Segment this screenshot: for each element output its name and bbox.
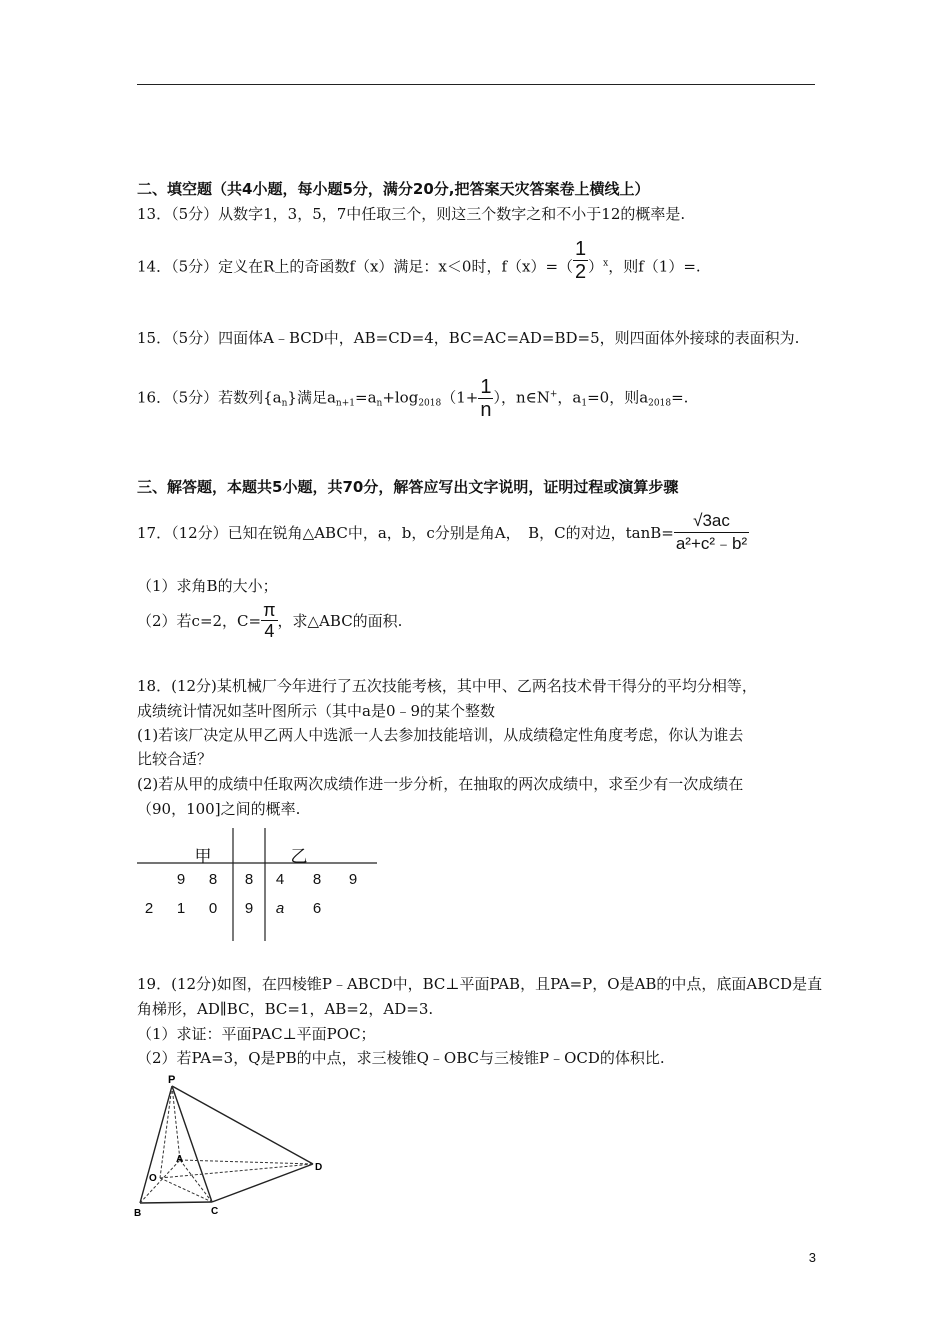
question-18-line-3: (1)若该厂决定从甲乙两人中选派一人去参加技能培训，从成绩稳定性角度考虑，你认为谁去 [137,726,744,744]
edge-pb [140,1086,172,1203]
question-14: 14．（5分）定义在R上的奇函数f（x）满足：x＜0时，f（x）=（ $\frac{1}{2}$ ）$^x$，则f（1）=. [137,238,701,283]
page-number: 3 [808,1250,816,1265]
leaf-left-r1-c2: 8 [208,871,218,888]
question-18-line-4: 比较合适？ [137,750,213,768]
question-19-line-1: 19．(12分)如图，在四棱锥P﹣ABCD中，BC⊥平面PAB，且PA=P，O是AB的中点，底面ABCD是直 [137,975,823,993]
label-o: O [149,1173,157,1184]
stem-r1: 8 [244,871,254,888]
label-b: B [134,1208,142,1219]
question-13: 13．（5分）从数字1，3，5，7中任取三个，则这三个数字之和不小于12的概率是. [137,205,686,223]
edge-bc [140,1202,212,1203]
question-18-line-2: 成绩统计情况如茎叶图所示（其中a是0﹣9的某个整数 [137,702,496,720]
leaf-left-r2-c3: 0 [208,900,218,917]
pyramid-solid-edges [140,1086,313,1203]
question-15: 15．（5分）四面体A﹣BCD中，AB=CD=4，BC=AC=AD=BD=5，则四面体外接球的表面积为. [137,329,800,347]
question-17-part-2: （2）若c=2，C= $\frac{\pi}{4}$ ，求△ABC的面积. [137,600,403,641]
q17-tanb-fraction: $\frac{√3ac}{\text{a²+c²﹣b²}}$ [675,511,748,553]
edge-cd [212,1164,313,1202]
leaf-right-r1-c2: 8 [312,871,322,888]
question-17-part-1: （1）求角B的大小； [137,577,278,595]
section-title-solutions: 三、解答题，本题共5小题，共70分，解答应写出文字说明，证明过程或演算步骤 [137,478,679,496]
edge-od [160,1164,313,1178]
header-rule [137,84,815,85]
leaf-left-r2-c2: 1 [176,900,186,917]
edge-ac [180,1160,212,1202]
label-a: A [176,1154,184,1165]
question-17: 17．（12分）已知在锐角△ABC中，a，b，c分别是角A， B，C的对边，tanB= $\frac{√3ac}{\text{a²+c²﹣b²}}$ [137,511,748,553]
q17-angle-fraction: $\frac{\pi}{4}$ [263,600,276,641]
pyramid-figure [130,1070,330,1220]
question-18-line-5: (2)若从甲的成绩中任取两次成绩作进一步分析，在抽取的两次成绩中，求至少有一次成绩在 [137,775,744,793]
edge-pd [172,1086,313,1164]
question-19-line-4: （2）若PA=3，Q是PB的中点，求三棱锥Q﹣OBC与三棱锥P﹣OCD的体积比. [137,1049,665,1067]
label-c: C [211,1206,219,1217]
edge-oc [160,1178,212,1202]
q16-fraction: $\frac{1}{n}$ [480,376,492,421]
leaf-right-r1-c1: 4 [275,871,285,888]
stem-leaf-right-header: 乙 [290,847,308,866]
question-19-line-3: （1）求证：平面PAC⊥平面POC； [137,1025,376,1043]
question-18-line-1: 18．(12分)某机械厂今年进行了五次技能考核，其中甲、乙两名技术骨干得分的平均分相等， [137,677,757,695]
section-title-fill-in: 二、填空题（共4小题，每小题5分，满分20分,把答案天灾答案卷上横线上） [137,180,650,198]
leaf-right-r1-c3: 9 [348,871,358,888]
edge-pc [172,1086,212,1202]
question-16: 16．（5分）若数列$\{a_n\}$满足$a_{n+1}=a_n+\log_{2018}(1+$ $\frac{1}{n}$ ），n∈N+，$a_1=0$，则$a_{2018}=$. [137,376,689,421]
leaf-right-r2-c2: 6 [312,900,322,917]
q14-fraction: $\frac{1}{2}$ [575,238,587,283]
question-19-line-2: 角梯形，AD∥BC，BC=1，AB=2，AD=3. [137,1000,434,1018]
stem-r2: 9 [244,900,254,917]
pyramid-hidden-edges [140,1086,313,1203]
leaf-left-r2-c1: 2 [144,900,154,917]
label-d: D [315,1162,323,1173]
edge-ad [180,1160,313,1164]
stem-leaf-diagram [137,828,377,943]
edge-po [160,1086,172,1178]
stem-leaf-left-header: 甲 [194,847,212,866]
question-18-line-6: （90，100]之间的概率. [137,800,301,818]
leaf-left-r1-c1: 9 [176,871,186,888]
label-p: P [168,1074,176,1086]
leaf-right-r2-c1: a [275,900,285,917]
